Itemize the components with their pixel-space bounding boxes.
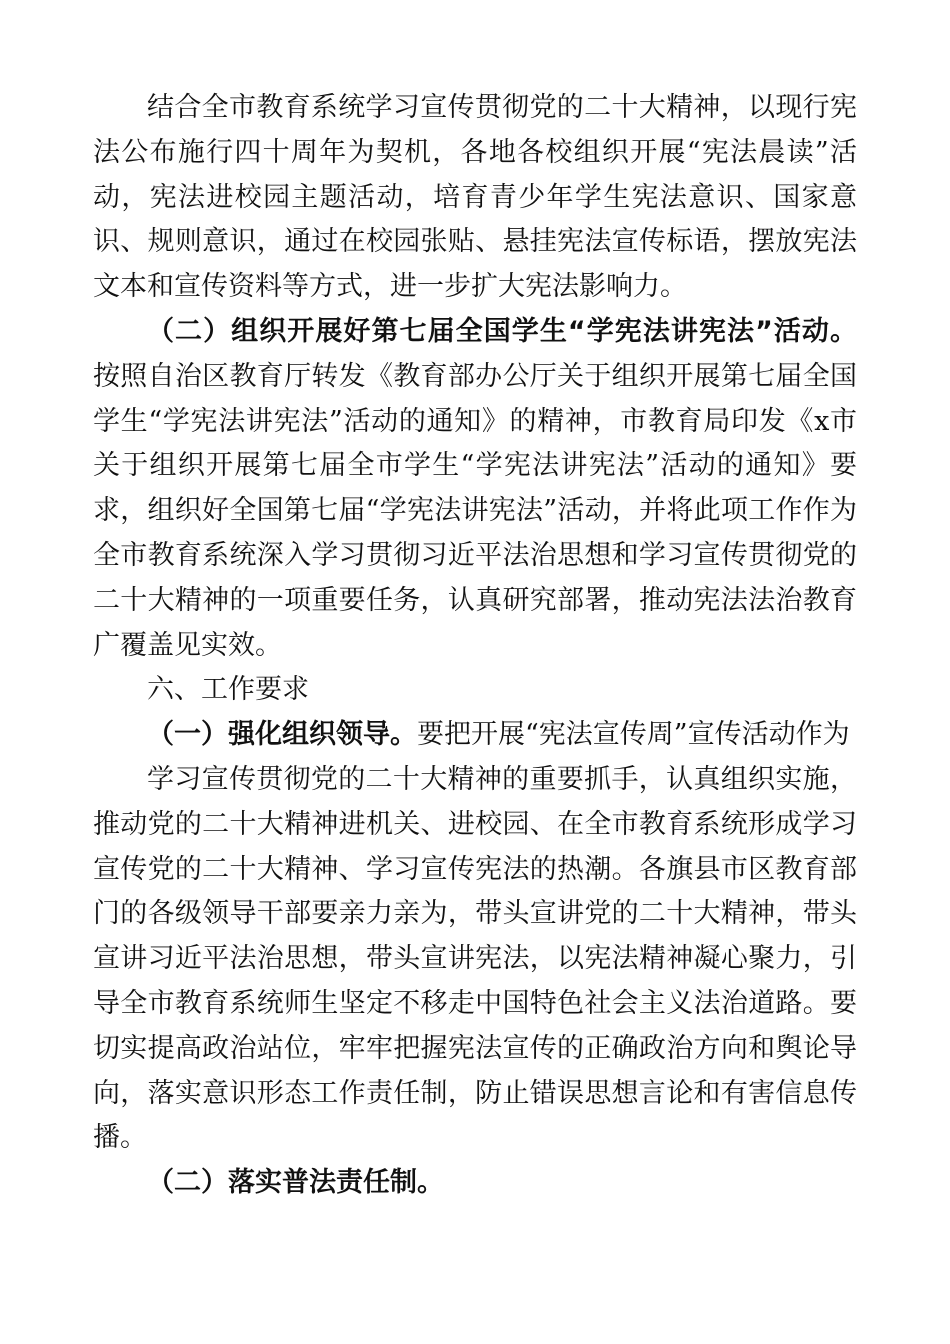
- paragraph-1-text: 结合全市教育系统学习宣传贯彻党的二十大精神，以现行宪法公布施行四十周年为契机，各地各校组织开展“宪法晨读”活动，宪法进校园主题活动，培育青少年学生宪法意识、国家意识、规则意识，通过在校园张贴、悬挂宪法宣传标语，摆放宪法文本和宣传资料等方式，进一步扩大宪法影响力。: [93, 92, 857, 303]
- subsection-heading-1: （一）强化组织领导。: [147, 719, 417, 751]
- paragraph-6: [93, 1161, 857, 1206]
- section-heading-6-text: 六、工作要求: [147, 674, 309, 706]
- paragraph-2: [93, 310, 857, 668]
- paragraph-1: [93, 86, 857, 310]
- paragraph-4-text: 要把开展“宪法宣传周”宣传活动作为: [417, 719, 850, 751]
- paragraph-2-text: 按照自治区教育厅转发《教育部办公厅关于组织开展第七届全国学生“学宪法讲宪法”活动的通知》的精神，市教育局印发《x市关于组织开展第七届全市学生“学宪法讲宪法”活动的通知》要求，组织好全国第七届“学宪法讲宪法”活动，并将此项工作作为全市教育系统深入学习贯彻习近平法治思想和学习宣传贯彻党的二十大精神的一项重要任务，认真研究部署，推动宪法法治教育广覆盖见实效。: [93, 360, 857, 661]
- paragraph-4: [93, 713, 857, 758]
- section-heading-6: [93, 668, 857, 713]
- subsection-heading-2: （二）落实普法责任制。: [147, 1167, 444, 1199]
- paragraph-5: [93, 758, 857, 1161]
- paragraph-5-text: 学习宣传贯彻党的二十大精神的重要抓手，认真组织实施，推动党的二十大精神进机关、进校园、在全市教育系统形成学习宣传党的二十大精神、学习宣传宪法的热潮。各旗县市区教育部门的各级领导干部要亲力亲为，带头宣讲党的二十大精神，带头宣讲习近平法治思想，带头宣讲宪法，以宪法精神凝心聚力，引导全市教育系统师生坚定不移走中国特色社会主义法治道路。要切实提高政治站位，牢牢把握宪法宣传的正确政治方向和舆论导向，落实意识形态工作责任制，防止错误思想言论和有害信息传播。: [93, 763, 857, 1154]
- section-heading-2-2: （二）组织开展好第七届全国学生“学宪法讲宪法”活动。: [147, 315, 857, 347]
- document-body: [93, 86, 857, 1206]
